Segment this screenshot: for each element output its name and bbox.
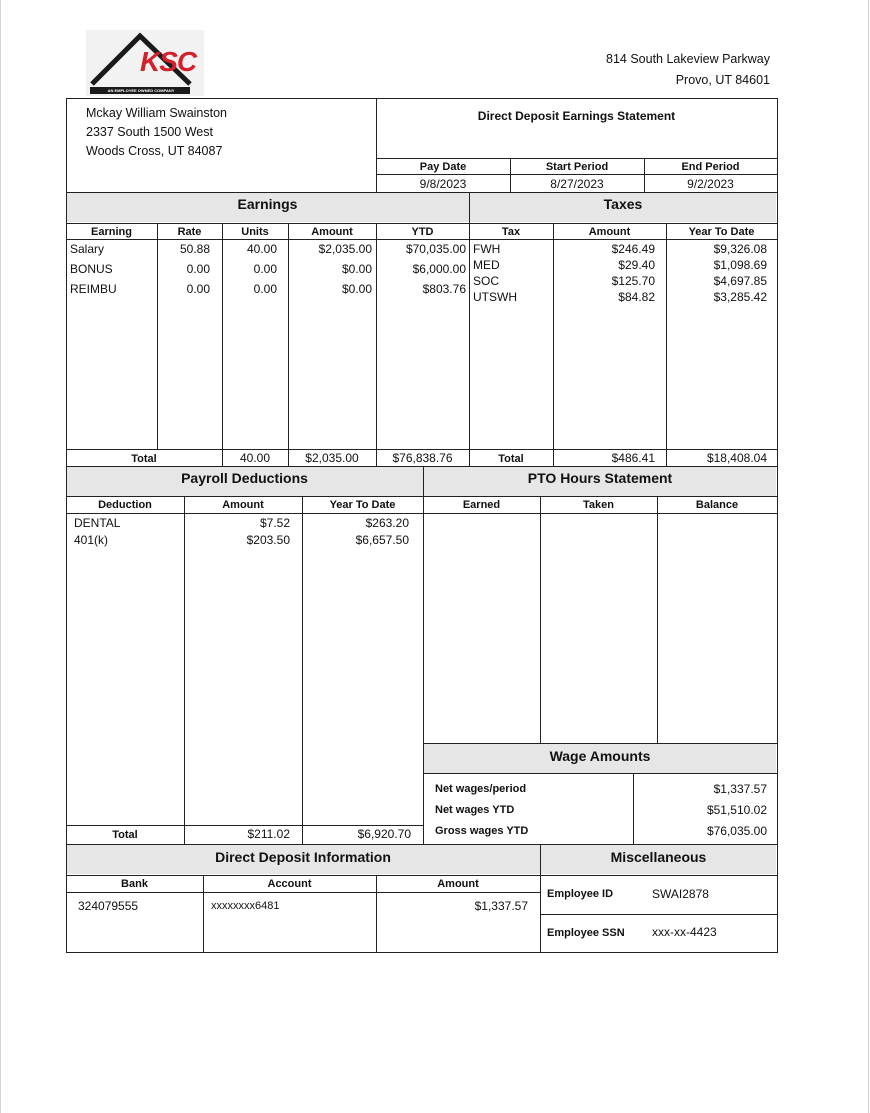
earnings-header-rate: Rate [177, 226, 202, 238]
deductions-total-amount: $211.02 [247, 827, 290, 841]
pay-date-label: Pay Date [419, 161, 467, 173]
company-address-line1: 814 South Lakeview Parkway [606, 52, 770, 66]
pto-header-balance: Balance [695, 499, 739, 511]
company-address-line2: Provo, UT 84601 [675, 73, 770, 87]
earnings-header-amount: Amount [311, 226, 353, 238]
pto-title: PTO Hours Statement [527, 470, 673, 486]
earnings-header-units: Units [241, 226, 269, 238]
net-wages-ytd-value: $51,510.02 [706, 803, 767, 817]
deposit-amount: $1,337.57 [474, 899, 528, 913]
taxes-total-amount: $486.41 [611, 451, 655, 465]
gross-wages-ytd-label: Gross wages YTD [435, 825, 529, 837]
deposit-header-bank: Bank [121, 878, 148, 890]
pto-header-taken: Taken [583, 499, 614, 511]
logo-tagline: AN EMPLOYEE OWNED COMPANY [107, 87, 175, 93]
pay-date-value: 9/8/2023 [419, 177, 467, 191]
earnings-header-earning: Earning [91, 226, 132, 238]
logo-text: KSC [140, 46, 197, 77]
deposit-account: xxxxxxxx6481 [211, 900, 280, 912]
net-wages-period-value: $1,337.57 [713, 782, 767, 796]
taxes-total-label: Total [498, 453, 524, 465]
deposit-header-account: Account [267, 878, 312, 890]
taxes-total-ytd: $18,408.04 [706, 451, 767, 465]
end-period-label: End Period [681, 161, 740, 173]
earnings-total-label: Total [131, 453, 157, 465]
deductions-total-ytd: $6,920.70 [357, 827, 411, 841]
employee-ssn-label: Employee SSN [547, 927, 625, 939]
start-period-value: 8/27/2023 [550, 177, 604, 191]
employee-address-line1: 2337 South 1500 West [86, 125, 213, 139]
gross-wages-ytd-value: $76,035.00 [706, 824, 767, 838]
earnings-title: Earnings [237, 196, 298, 212]
misc-title: Miscellaneous [610, 849, 707, 865]
deductions-title: Payroll Deductions [181, 470, 308, 486]
wages-title: Wage Amounts [549, 748, 651, 764]
deposit-header-amount: Amount [437, 878, 479, 890]
earnings-total-units: 40.00 [239, 451, 271, 465]
taxes-header-ytd: Year To Date [688, 226, 755, 238]
end-period-value: 9/2/2023 [687, 177, 734, 191]
start-period-label: Start Period [545, 161, 609, 173]
earnings-total-ytd: $76,838.76 [392, 451, 453, 465]
page-left-edge [0, 0, 1, 1113]
deductions-total-label: Total [112, 829, 138, 841]
deductions-header-deduction: Deduction [98, 499, 152, 511]
earnings-header-ytd: YTD [411, 226, 434, 238]
earnings-total-amount: $2,035.00 [305, 451, 359, 465]
taxes-title: Taxes [603, 196, 643, 212]
employee-ssn-value: xxx-xx-4423 [652, 925, 717, 939]
page-right-edge [868, 0, 869, 1113]
net-wages-period-label: Net wages/period [435, 783, 527, 795]
employee-id-label: Employee ID [547, 888, 614, 900]
employee-name: Mckay William Swainston [86, 106, 228, 120]
deductions-header-ytd: Year To Date [329, 499, 396, 511]
pto-header-earned: Earned [462, 499, 501, 511]
taxes-header-amount: Amount [588, 226, 631, 238]
taxes-header-tax: Tax [501, 226, 521, 238]
statement-title: Direct Deposit Earnings Statement [477, 109, 676, 123]
net-wages-ytd-label: Net wages YTD [435, 804, 515, 816]
company-logo [86, 30, 204, 96]
employee-address-line2: Woods Cross, UT 84087 [86, 144, 223, 158]
deposit-bank: 324079555 [78, 899, 139, 913]
deductions-header-amount: Amount [222, 499, 264, 511]
employee-id-value: SWAI2878 [652, 887, 709, 901]
deposit-title: Direct Deposit Information [215, 849, 391, 865]
